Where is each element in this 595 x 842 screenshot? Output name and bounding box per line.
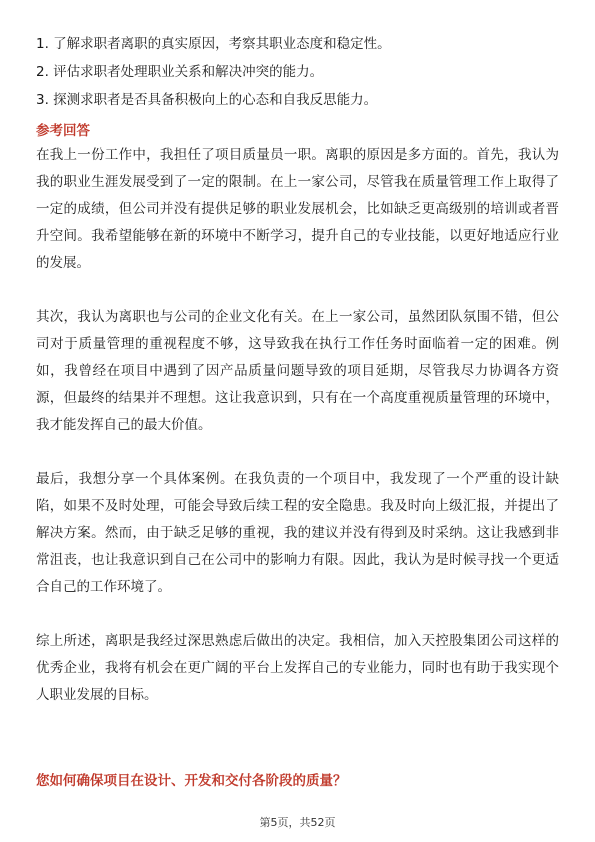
answer-paragraph-3: 最后，我想分享一个具体案例。在我负责的一个项目中，我发现了一个严重的设计缺陷，如果不及时处理，可能会导致后续工程的安全隐患。我及时向上级汇报，并提出了解决方案。然而，由于缺乏足够的重视，我的建议并没有得到及时采纳。这让我感到非常沮丧，也让我意识到自己在公司中的影响力有限。因此，我认为是时候寻找一个更适合自己的工作环境了。 — [36, 471, 559, 595]
answer-heading: 参考回答 — [36, 123, 90, 139]
purpose-item-1: 1. 了解求职者离职的真实原因，考察其职业态度和稳定性。 — [36, 36, 391, 52]
answer-paragraph-4: 综上所述，离职是我经过深思熟虑后做出的决定。我相信，加入天控股集团公司这样的优秀企业，我将有机会在更广阔的平台上发挥自己的专业能力，同时也有助于我实现个人职业发展的目标。 — [36, 633, 559, 703]
purpose-item-3: 3. 探测求职者是否具备积极向上的心态和自我反思能力。 — [36, 92, 378, 108]
page-number-footer: 第5页，共52页 — [259, 816, 336, 829]
answer-paragraph-2: 其次，我认为离职也与公司的企业文化有关。在上一家公司，虽然团队氛围不错，但公司对于质量管理的重视程度不够，这导致我在执行工作任务时面临着一定的困难。例如，我曾经在项目中遇到了因产品质量问题导致的项目延期，尽管我尽力协调各方资源，但最终的结果并不理想。这让我意识到，只有在一个高度重视质量管理的环境中，我才能发挥自己的最大价值。 — [36, 309, 559, 433]
page-content — [36, 30, 559, 709]
next-question-heading: 您如何确保项目在设计、开发和交付各阶段的质量？ — [36, 773, 347, 789]
purpose-item-2: 2. 评估求职者处理职业关系和解决冲突的能力。 — [36, 64, 324, 80]
answer-paragraph-1: 在我上一份工作中，我担任了项目质量员一职。离职的原因是多方面的。首先，我认为我的职业生涯发展受到了一定的限制。在上一家公司，尽管我在质量管理工作上取得了一定的成绩，但公司并没有提供足够的职业发展机会，比如缺乏更高级别的培训或者晋升空间。我希望能够在新的环境中不断学习，提升自己的专业技能，以更好地适应行业的发展。 — [36, 147, 559, 271]
